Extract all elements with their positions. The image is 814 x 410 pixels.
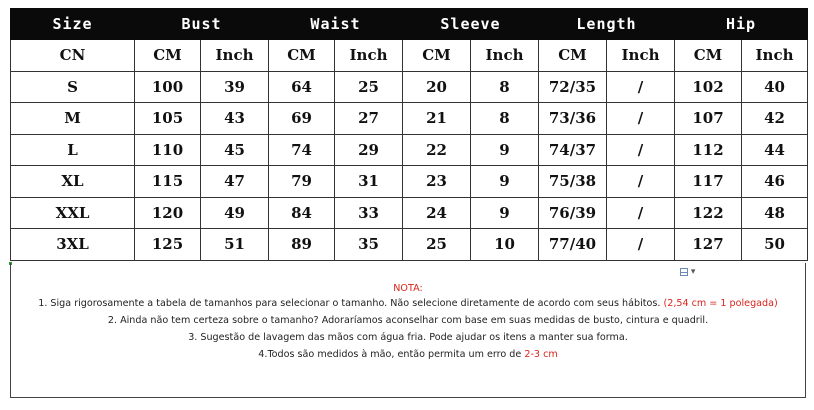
conversion-note: (2,54 cm = 1 polegada) [663, 298, 778, 309]
header-hip: Hip [675, 9, 808, 40]
size-label-cell: M [11, 103, 135, 135]
table-cell: 107 [675, 103, 742, 135]
table-cell: / [607, 229, 675, 261]
table-cell: 74/37 [539, 134, 607, 166]
table-cell: 24 [403, 197, 471, 229]
table-cell: 64 [269, 71, 335, 103]
table-cell: 45 [201, 134, 269, 166]
table-cell: 23 [403, 166, 471, 198]
table-cell: 8 [471, 71, 539, 103]
table-cell: / [607, 134, 675, 166]
table-cell: 9 [471, 197, 539, 229]
table-cell: 46 [742, 166, 808, 198]
table-cell: 10 [471, 229, 539, 261]
error-range: 2-3 cm [524, 349, 558, 360]
table-cell: 115 [135, 166, 201, 198]
table-cell: 8 [471, 103, 539, 135]
table-cell: / [607, 197, 675, 229]
table-cell: 100 [135, 71, 201, 103]
chevron-down-icon: ▾ [690, 267, 696, 277]
table-cell: 25 [335, 71, 403, 103]
header-size: Size [11, 9, 135, 40]
header-sleeve: Sleeve [403, 9, 539, 40]
size-label-cell: XL [11, 166, 135, 198]
subheader-cell: Inch [471, 40, 539, 72]
subheader-cell: CN [11, 40, 135, 72]
header-length: Length [539, 9, 675, 40]
size-table [10, 8, 808, 261]
table-cell: 21 [403, 103, 471, 135]
table-cell: 77/40 [539, 229, 607, 261]
table-cell: 27 [335, 103, 403, 135]
subheader-cell: CM [675, 40, 742, 72]
table-cell: 9 [471, 134, 539, 166]
table-cell: / [607, 71, 675, 103]
table-cell: 50 [742, 229, 808, 261]
table-cell: 47 [201, 166, 269, 198]
table-cell: / [607, 103, 675, 135]
table-cell: 69 [269, 103, 335, 135]
note-line-3: 3. Sugestão de lavagem das mãos com água fria. Pode ajudar os itens a manter sua forma. [188, 332, 628, 343]
table-cell: 42 [742, 103, 808, 135]
table-row [11, 229, 808, 261]
size-chart [10, 8, 807, 261]
table-cell: 49 [201, 197, 269, 229]
subheader-cell: CM [539, 40, 607, 72]
table-cell: 105 [135, 103, 201, 135]
subheader-cell: Inch [742, 40, 808, 72]
table-cell: 43 [201, 103, 269, 135]
header-row [11, 9, 808, 40]
subheader-cell: CM [135, 40, 201, 72]
size-label-cell: XXL [11, 197, 135, 229]
table-row [11, 71, 808, 103]
subheader-cell: CM [403, 40, 471, 72]
table-cell: 20 [403, 71, 471, 103]
table-cell: 51 [201, 229, 269, 261]
note-line-4: 4.Todos são medidos à mão, então permita um erro de 2-3 cm [258, 349, 558, 360]
table-cell: 75/38 [539, 166, 607, 198]
note-box [10, 263, 806, 398]
table-cell: 22 [403, 134, 471, 166]
table-cell: 35 [335, 229, 403, 261]
table-cell: 25 [403, 229, 471, 261]
table-cell: 102 [675, 71, 742, 103]
note-title: NOTA: [393, 283, 423, 294]
table-cell: 74 [269, 134, 335, 166]
table-cell: / [607, 166, 675, 198]
subheader-cell: Inch [607, 40, 675, 72]
table-cell: 40 [742, 71, 808, 103]
table-cell: 122 [675, 197, 742, 229]
table-row [11, 197, 808, 229]
table-cell: 84 [269, 197, 335, 229]
subheader-cell: Inch [201, 40, 269, 72]
header-waist: Waist [269, 9, 403, 40]
size-label-cell: L [11, 134, 135, 166]
table-cell: 33 [335, 197, 403, 229]
header-bust: Bust [135, 9, 269, 40]
note-line-1: 1. Siga rigorosamente a tabela de tamanhos para selecionar o tamanho. Não selecione diretamente de acordo com seus hábitos. (2,54 cm = 1 polegada) [38, 298, 778, 309]
table-cell: 72/35 [539, 71, 607, 103]
size-label-cell: S [11, 71, 135, 103]
table-cell: 89 [269, 229, 335, 261]
table-cell: 110 [135, 134, 201, 166]
table-cell: 9 [471, 166, 539, 198]
table-cell: 112 [675, 134, 742, 166]
table-cell: 29 [335, 134, 403, 166]
table-cell: 73/36 [539, 103, 607, 135]
note-line-2: 2. Ainda não tem certeza sobre o tamanho? Adoraríamos aconselhar com base em suas medidas de busto, cintura e quadril. [107, 315, 709, 326]
table-cell: 48 [742, 197, 808, 229]
table-row [11, 103, 808, 135]
table-cell: 39 [201, 71, 269, 103]
table-cell: 79 [269, 166, 335, 198]
subheader-row [11, 40, 808, 72]
table-cell: 117 [675, 166, 742, 198]
size-label-cell: 3XL [11, 229, 135, 261]
table-cell: 127 [675, 229, 742, 261]
subheader-cell: CM [269, 40, 335, 72]
table-row [11, 166, 808, 198]
table-cell: 44 [742, 134, 808, 166]
table-row [11, 134, 808, 166]
table-cell: 31 [335, 166, 403, 198]
table-cell: 125 [135, 229, 201, 261]
table-cell: 120 [135, 197, 201, 229]
table-cell: 76/39 [539, 197, 607, 229]
subheader-cell: Inch [335, 40, 403, 72]
